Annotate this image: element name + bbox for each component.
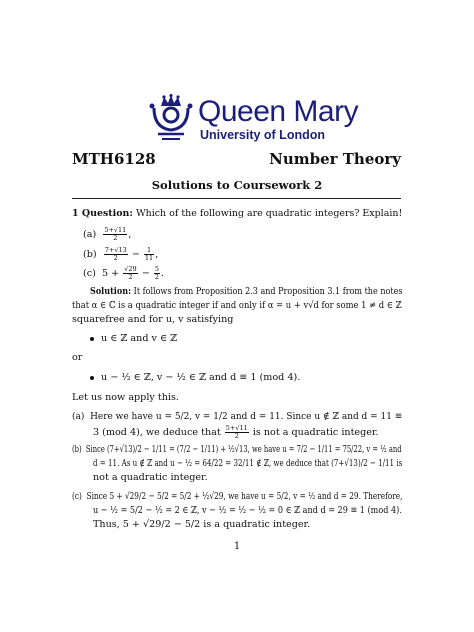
solution-line-1: Solution: It follows from Proposition 2.3 and Proposition 3.1 from the notes <box>90 286 403 297</box>
answer-b-line-2: d = 11. As u ∉ ℤ and u − ½ = 64/22 = 32/11 ∉ ℤ, we deduce that (7+√13)/2 − 1/11 is <box>93 458 403 469</box>
answer-c-line-2: u − ½ = 5/2 − ½ = 2 ∈ ℤ, v − ½ = ½ − ½ = 0 ∈ ℤ and d = 29 ≡ 1 (mod 4). <box>93 505 402 516</box>
fraction: $\frac{5+√11}{2}$ <box>225 424 248 440</box>
answer-b-line-1: (b) Since (7+√13)/2 − 1/11 = (7/2 − 1/11) + ½√13, we have u = 7/2 − 1/11 = 75/22, v = ½ and <box>72 444 402 455</box>
question-line <box>72 208 402 220</box>
answer-c-line-1: (c) Since 5 + √29/2 − 5/2 = 5/2 + ½√29, we have u = 5/2, v = ½ and d = 29. Therefore, <box>72 491 403 502</box>
answer-b-label: (b) <box>72 444 82 455</box>
apply-text: Let us now apply this. <box>72 392 179 403</box>
bullet-icon <box>90 376 94 380</box>
answer-a-label: (a) <box>72 411 85 422</box>
fraction: $\frac{5+√11}{2}$ <box>104 226 127 242</box>
item-c: (c) 5 + $\frac{√29}{2}$ − $\frac{5}{2}$ . <box>83 265 165 281</box>
page-number: 1 <box>233 541 241 552</box>
question-text: Which of the following are quadratic integers? Explain! <box>135 208 403 219</box>
header-divider <box>72 198 401 199</box>
logo-subtitle: University of London <box>200 128 325 142</box>
fraction: $\frac{√29}{2}$ <box>124 265 137 281</box>
item-c-label: (c) <box>83 268 96 279</box>
bullet-item-2: u − ½ ∈ ℤ, v − ½ ∈ ℤ and d ≡ 1 (mod 4). <box>90 372 300 384</box>
answer-a-line-2: 3 (mod 4), we deduce that $\frac{5+√11}{2}$ is not a quadratic integer. <box>93 424 379 440</box>
item-b: (b) $\frac{7+√13}{2}$ − $\frac{1}{11}$ , <box>83 246 159 262</box>
item-b-label: (b) <box>83 249 97 260</box>
document-subtitle: Solutions to Coursework 2 <box>151 178 323 192</box>
solution-line-3: squarefree and for u, v satisfying <box>72 314 234 325</box>
answer-a-line-1: (a) Here we have u = 5/2, v = 1/2 and d = 11. Since u ∉ ℤ and d = 11 ≡ <box>72 411 403 422</box>
course-code: MTH6128 <box>72 150 156 168</box>
fraction: $\frac{5}{2}$ <box>154 265 159 281</box>
bullet-icon <box>90 337 94 341</box>
solution-label: Solution: <box>90 286 132 297</box>
answer-b-line-3: not a quadratic integer. <box>93 472 208 483</box>
item-a: (a) $\frac{5+√11}{2}$ , <box>83 226 132 242</box>
logo-name: Queen Mary <box>198 95 359 128</box>
bullet-item-1: u ∈ ℤ and v ∈ ℤ <box>90 333 177 345</box>
fraction: $\frac{1}{11}$ <box>144 246 154 262</box>
answer-c-label: (c) <box>72 491 82 502</box>
answer-c-line-3: Thus, 5 + √29/2 − 5/2 is a quadratic integer. <box>93 519 311 530</box>
crown-crest-icon <box>148 94 194 142</box>
or-text: or <box>72 352 83 363</box>
question-label: 1 Question: <box>72 208 133 219</box>
university-logo <box>148 94 358 146</box>
fraction: $\frac{7+√13}{2}$ <box>104 246 127 262</box>
solution-line-2: that α ∈ ℂ is a quadratic integer if and only if α = u + v√d for some 1 ≠ d ∈ ℤ <box>72 300 402 311</box>
item-a-label: (a) <box>83 229 97 240</box>
course-title: Number Theory <box>269 150 401 168</box>
